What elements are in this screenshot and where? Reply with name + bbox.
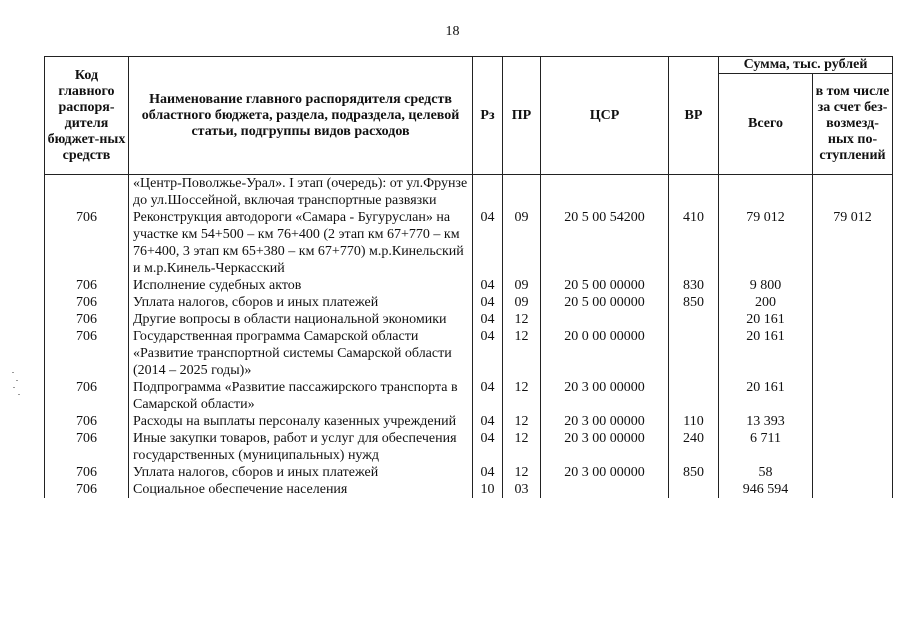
cell-rz bbox=[473, 175, 503, 210]
cell-rz: 04 bbox=[473, 379, 503, 413]
cell-rz: 04 bbox=[473, 430, 503, 464]
cell-free bbox=[813, 328, 893, 379]
header-total: Всего bbox=[719, 74, 813, 175]
cell-pr: 12 bbox=[503, 328, 541, 379]
header-csr: ЦСР bbox=[541, 57, 669, 175]
cell-rz: 04 bbox=[473, 294, 503, 311]
cell-free bbox=[813, 277, 893, 294]
cell-code: 706 bbox=[45, 328, 129, 379]
cell-csr: 20 3 00 00000 bbox=[541, 413, 669, 430]
cell-total: 20 161 bbox=[719, 328, 813, 379]
cell-code: 706 bbox=[45, 464, 129, 481]
cell-pr: 12 bbox=[503, 311, 541, 328]
cell-csr: 20 5 00 54200 bbox=[541, 209, 669, 277]
cell-pr: 12 bbox=[503, 464, 541, 481]
cell-code: 706 bbox=[45, 209, 129, 277]
cell-free bbox=[813, 379, 893, 413]
cell-csr: 20 3 00 00000 bbox=[541, 464, 669, 481]
cell-free bbox=[813, 430, 893, 464]
table-row bbox=[45, 481, 893, 498]
cell-vr: 110 bbox=[669, 413, 719, 430]
header-vr: ВР bbox=[669, 57, 719, 175]
header-sum: Сумма, тыс. рублей bbox=[719, 57, 893, 74]
cell-code: 706 bbox=[45, 430, 129, 464]
cell-total: 58 bbox=[719, 464, 813, 481]
cell-total: 9 800 bbox=[719, 277, 813, 294]
table-row bbox=[45, 379, 893, 413]
cell-name: Реконструкция автодороги «Самара - Бугуруслан» на участке км 54+500 – км 76+400 (2 этап км 67+770 – км 76+400, 3 этап км 65+380 – км 67+770) м.р.Кинельский и м.р.Кинель-Черкасский bbox=[129, 209, 473, 277]
cell-code: 706 bbox=[45, 379, 129, 413]
cell-pr: 12 bbox=[503, 379, 541, 413]
cell-code bbox=[45, 175, 129, 210]
cell-name: Подпрограмма «Развитие пассажирского транспорта в Самарской области» bbox=[129, 379, 473, 413]
cell-total: 200 bbox=[719, 294, 813, 311]
cell-total: 6 711 bbox=[719, 430, 813, 464]
cell-csr: 20 3 00 00000 bbox=[541, 379, 669, 413]
cell-free bbox=[813, 175, 893, 210]
cell-rz: 04 bbox=[473, 209, 503, 277]
cell-vr: 240 bbox=[669, 430, 719, 464]
table-row bbox=[45, 311, 893, 328]
table-row bbox=[45, 209, 893, 277]
cell-code: 706 bbox=[45, 413, 129, 430]
header-code: Код главного распоря-дителя бюджет-ных средств bbox=[45, 57, 129, 175]
table-row bbox=[45, 413, 893, 430]
table-header bbox=[45, 57, 893, 175]
cell-free bbox=[813, 464, 893, 481]
cell-rz: 04 bbox=[473, 464, 503, 481]
header-name: Наименование главного распорядителя средств областного бюджета, раздела, подраздела, целевой статьи, подгруппы видов расходов bbox=[129, 57, 473, 175]
cell-rz: 04 bbox=[473, 311, 503, 328]
cell-rz: 04 bbox=[473, 328, 503, 379]
cell-rz: 04 bbox=[473, 277, 503, 294]
cell-name: Другие вопросы в области национальной экономики bbox=[129, 311, 473, 328]
cell-pr: 09 bbox=[503, 277, 541, 294]
cell-csr: 20 5 00 00000 bbox=[541, 277, 669, 294]
cell-name: Исполнение судебных актов bbox=[129, 277, 473, 294]
cell-vr bbox=[669, 328, 719, 379]
cell-pr bbox=[503, 175, 541, 210]
cell-free: 79 012 bbox=[813, 209, 893, 277]
cell-name: Уплата налогов, сборов и иных платежей bbox=[129, 294, 473, 311]
cell-name: Социальное обеспечение населения bbox=[129, 481, 473, 498]
table-row bbox=[45, 294, 893, 311]
cell-code: 706 bbox=[45, 277, 129, 294]
cell-pr: 09 bbox=[503, 209, 541, 277]
cell-name: Уплата налогов, сборов и иных платежей bbox=[129, 464, 473, 481]
cell-vr: 850 bbox=[669, 294, 719, 311]
cell-vr bbox=[669, 311, 719, 328]
cell-free bbox=[813, 311, 893, 328]
cell-rz: 04 bbox=[473, 413, 503, 430]
cell-vr bbox=[669, 379, 719, 413]
cell-name: «Центр-Поволжье-Урал». I этап (очередь): от ул.Фрунзе до ул.Шоссейной, включая транспортные развязки bbox=[129, 175, 473, 210]
cell-csr bbox=[541, 481, 669, 498]
table-row bbox=[45, 328, 893, 379]
cell-total bbox=[719, 175, 813, 210]
cell-name: Расходы на выплаты персоналу казенных учреждений bbox=[129, 413, 473, 430]
cell-pr: 09 bbox=[503, 294, 541, 311]
cell-csr bbox=[541, 311, 669, 328]
cell-csr bbox=[541, 175, 669, 210]
table-row bbox=[45, 464, 893, 481]
table-body bbox=[45, 175, 893, 499]
cell-free bbox=[813, 481, 893, 498]
page-number: 18 bbox=[445, 24, 460, 39]
header-rz: Рз bbox=[473, 57, 503, 175]
cell-free bbox=[813, 294, 893, 311]
table-row bbox=[45, 430, 893, 464]
scan-artifact bbox=[12, 372, 26, 396]
header-free: в том числе за счет без-возмезд-ных по-ступлений bbox=[813, 74, 893, 175]
cell-vr: 830 bbox=[669, 277, 719, 294]
cell-csr: 20 3 00 00000 bbox=[541, 430, 669, 464]
cell-csr: 20 0 00 00000 bbox=[541, 328, 669, 379]
cell-code: 706 bbox=[45, 481, 129, 498]
cell-vr: 850 bbox=[669, 464, 719, 481]
cell-total: 946 594 bbox=[719, 481, 813, 498]
cell-total: 79 012 bbox=[719, 209, 813, 277]
cell-name: Иные закупки товаров, работ и услуг для обеспечения государственных (муниципальных) нужд bbox=[129, 430, 473, 464]
cell-total: 13 393 bbox=[719, 413, 813, 430]
cell-vr bbox=[669, 175, 719, 210]
cell-code: 706 bbox=[45, 294, 129, 311]
cell-pr: 03 bbox=[503, 481, 541, 498]
cell-pr: 12 bbox=[503, 413, 541, 430]
cell-free bbox=[813, 413, 893, 430]
table-row bbox=[45, 175, 893, 210]
header-pr: ПР bbox=[503, 57, 541, 175]
table-row bbox=[45, 277, 893, 294]
cell-total: 20 161 bbox=[719, 311, 813, 328]
cell-name: Государственная программа Самарской области «Развитие транспортной системы Самарской области (2014 – 2025 годы)» bbox=[129, 328, 473, 379]
cell-rz: 10 bbox=[473, 481, 503, 498]
cell-vr: 410 bbox=[669, 209, 719, 277]
cell-total: 20 161 bbox=[719, 379, 813, 413]
cell-vr bbox=[669, 481, 719, 498]
cell-csr: 20 5 00 00000 bbox=[541, 294, 669, 311]
budget-table bbox=[44, 56, 893, 498]
cell-pr: 12 bbox=[503, 430, 541, 464]
cell-code: 706 bbox=[45, 311, 129, 328]
